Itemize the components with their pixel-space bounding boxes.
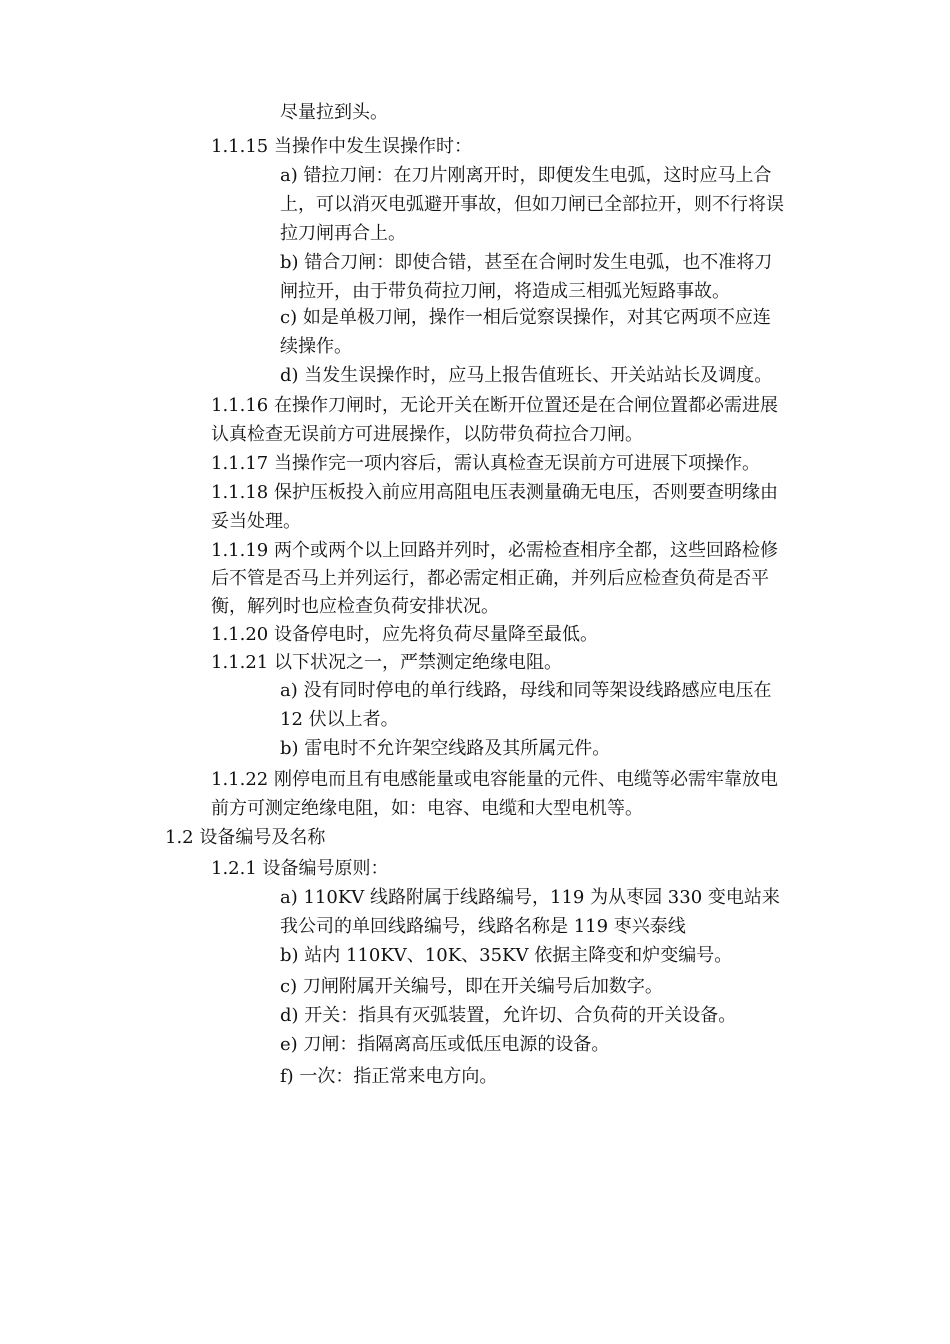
- section-heading-1-2: 1.2 设备编号及名称: [165, 827, 326, 848]
- list-item-b: b) 站内 110KV、10K、35KV 依据主降变和炉变编号。: [280, 945, 733, 966]
- list-item-c: c) 刀闸附属开关编号，即在开关编号后加数字。: [280, 976, 663, 997]
- clause-1-2-1: 1.2.1 设备编号原则：: [211, 858, 389, 879]
- text-line: 衡，解列时也应检查负荷安排状况。: [211, 596, 499, 617]
- clause-1-1-21: 1.1.21 以下状况之一，严禁测定绝缘电阻。: [211, 652, 562, 673]
- text-line: 上，可以消灭电弧避开事故，但如刀闸已全部拉开，则不行将误: [280, 194, 784, 215]
- list-item-c: c) 如是单极刀闸，操作一相后觉察误操作，对其它两项不应连: [280, 307, 771, 328]
- list-item-e: e) 刀闸：指隔离高压或低压电源的设备。: [280, 1034, 610, 1055]
- clause-1-1-17: 1.1.17 当操作完一项内容后，需认真检查无误前方可进展下项操作。: [211, 453, 760, 474]
- text-line: 尽量拉到头。: [280, 102, 388, 123]
- clause-1-1-22: 1.1.22 刚停电而且有电感能量或电容能量的元件、电缆等必需牢靠放电: [211, 769, 778, 790]
- text-line: 后不管是否马上并列运行，都必需定相正确，并列后应检查负荷是否平: [211, 568, 769, 589]
- clause-1-1-19: 1.1.19 两个或两个以上回路并列时，必需检查相序全都，这些回路检修: [211, 540, 778, 561]
- clause-1-1-18: 1.1.18 保护压板投入前应用高阻电压表测量确无电压，否则要查明缘由: [211, 482, 778, 503]
- clause-1-1-15: 1.1.15 当操作中发生误操作时：: [211, 136, 472, 157]
- text-line: 12 伏以上者。: [280, 709, 399, 730]
- text-line: 我公司的单回线路编号，线路名称是 119 枣兴泰线: [280, 916, 686, 937]
- list-item-b: b) 雷电时不允许架空线路及其所属元件。: [280, 738, 611, 759]
- text-line: 妥当处理。: [211, 511, 301, 532]
- list-item-f: f) 一次：指正常来电方向。: [280, 1066, 498, 1087]
- list-item-a: a) 110KV 线路附属于线路编号，119 为从枣园 330 变电站来: [280, 887, 780, 908]
- list-item-a: a) 错拉刀闸：在刀片刚离开时，即便发生电弧，这时应马上合: [280, 165, 772, 186]
- text-line: 续操作。: [280, 336, 352, 357]
- text-line: 闸拉开，由于带负荷拉刀闸，将造成三相弧光短路事故。: [280, 281, 730, 302]
- clause-1-1-20: 1.1.20 设备停电时，应先将负荷尽量降至最低。: [211, 624, 598, 645]
- list-item-a: a) 没有同时停电的单行线路，母线和同等架设线路感应电压在: [280, 680, 772, 701]
- list-item-d: d) 当发生误操作时，应马上报告值班长、开关站站长及调度。: [280, 365, 773, 386]
- text-line: 前方可测定绝缘电阻，如：电容、电缆和大型电机等。: [211, 798, 643, 819]
- text-line: 认真检查无误前方可进展操作，以防带负荷拉合刀闸。: [211, 424, 643, 445]
- clause-1-1-16: 1.1.16 在操作刀闸时，无论开关在断开位置还是在合闸位置都必需进展: [211, 395, 778, 416]
- list-item-d: d) 开关：指具有灭弧装置，允许切、合负荷的开关设备。: [280, 1005, 737, 1026]
- list-item-b: b) 错合刀闸：即使合错，甚至在合闸时发生电弧，也不准将刀: [280, 252, 773, 273]
- text-line: 拉刀闸再合上。: [280, 223, 406, 244]
